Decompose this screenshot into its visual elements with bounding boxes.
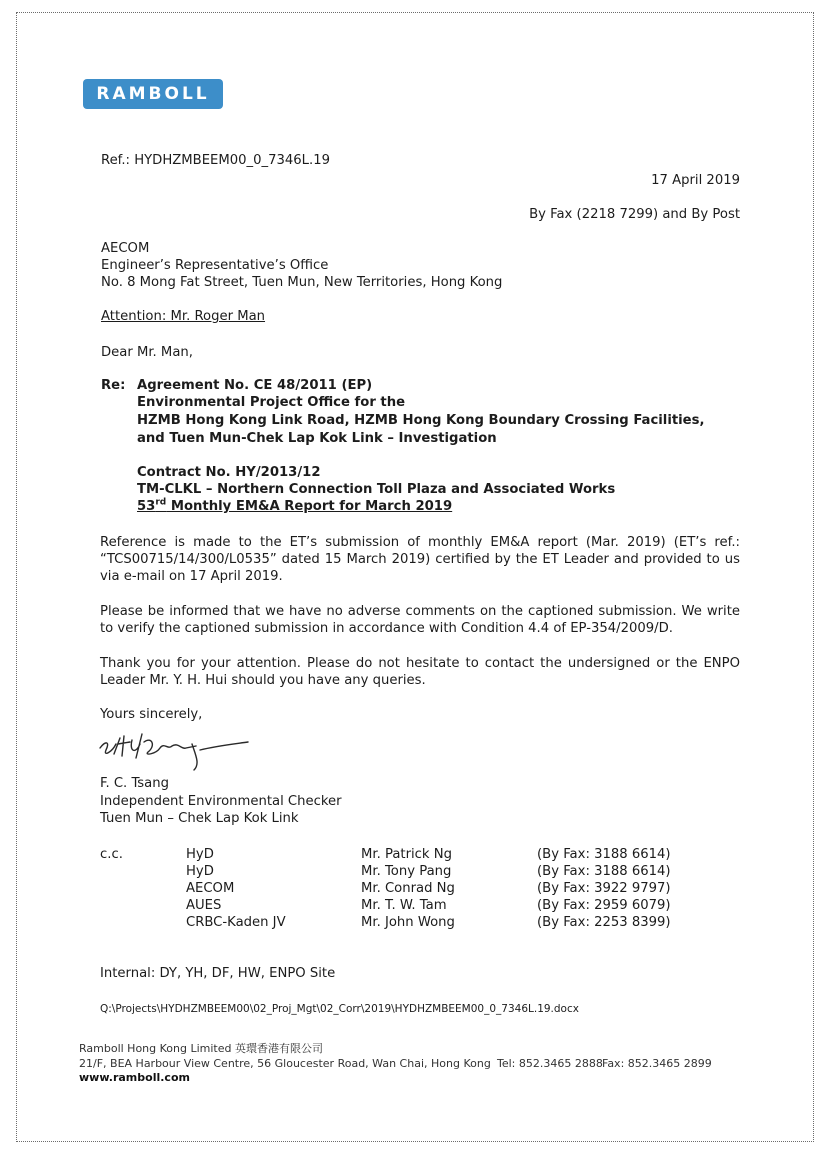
- footer-address: 21/F, BEA Harbour View Centre, 56 Gloucester Road, Wan Chai, Hong Kong: [79, 1057, 491, 1070]
- contract-line: TM-CLKL – Northern Connection Toll Plaza and Associated Works: [137, 482, 616, 497]
- cc-person: Mr. Patrick Ng: [361, 847, 452, 862]
- footer-tel: Tel: 852.3465 2888: [497, 1057, 603, 1070]
- subject-line: Environmental Project Office for the: [137, 395, 406, 410]
- cc-fax: (By Fax: 3922 9797): [537, 881, 671, 896]
- cc-fax: (By Fax: 3188 6614): [537, 847, 671, 862]
- cc-fax: (By Fax: 2959 6079): [537, 898, 671, 913]
- cc-person: Mr. Tony Pang: [361, 864, 452, 879]
- handwritten-signature: [96, 730, 256, 775]
- attention-line: Attention: Mr. Roger Man: [101, 309, 266, 324]
- recipient-address: No. 8 Mong Fat Street, Tuen Mun, New Territories, Hong Kong: [101, 275, 503, 290]
- closing: Yours sincerely,: [100, 707, 203, 722]
- body-paragraph-3: Thank you for your attention. Please do not hesitate to contact the undersigned or the ENPO Leader Mr. Y. H. Hui should you have any queries.: [100, 656, 740, 688]
- cc-org: CRBC-Kaden JV: [186, 915, 286, 930]
- report-title-rest: Monthly EM&A Report for March 2019: [166, 499, 453, 514]
- contract-line: Contract No. HY/2013/12: [137, 465, 321, 480]
- cc-org: HyD: [186, 847, 214, 862]
- file-path: Q:\Projects\HYDHZMBEEM00\02_Proj_Mgt\02_Corr\2019\HYDHZMBEEM00_0_7346L.19.docx: [100, 1003, 579, 1015]
- signatory-title: Independent Environmental Checker: [100, 794, 342, 809]
- re-label: Re:: [101, 378, 126, 393]
- reference-number: Ref.: HYDHZMBEEM00_0_7346L.19: [101, 153, 330, 168]
- cc-person: Mr. John Wong: [361, 915, 455, 930]
- body-paragraph-2: Please be informed that we have no adverse comments on the captioned submission. We write to verify the captioned submission in accordance with Condition 4.4 of EP-354/2009/D.: [100, 604, 740, 636]
- report-number: 53: [137, 499, 156, 514]
- letter-date: 17 April 2019: [651, 173, 740, 188]
- subject-line: Agreement No. CE 48/2011 (EP): [137, 378, 373, 393]
- recipient-org: AECOM: [101, 241, 150, 256]
- footer-fax: Fax: 852.3465 2899: [602, 1057, 712, 1070]
- footer-website[interactable]: www.ramboll.com: [79, 1071, 190, 1084]
- cc-org: AECOM: [186, 881, 235, 896]
- cc-fax: (By Fax: 3188 6614): [537, 864, 671, 879]
- ramboll-logo: RAMBOLL: [83, 79, 223, 109]
- recipient-office: Engineer’s Representative’s Office: [101, 258, 329, 273]
- cc-org: HyD: [186, 864, 214, 879]
- cc-person: Mr. Conrad Ng: [361, 881, 455, 896]
- subject-line: HZMB Hong Kong Link Road, HZMB Hong Kong Boundary Crossing Facilities,: [137, 413, 705, 428]
- subject-line: and Tuen Mun-Chek Lap Kok Link – Investigation: [137, 431, 497, 446]
- report-ordinal: rd: [155, 497, 167, 508]
- delivery-method: By Fax (2218 7299) and By Post: [529, 207, 740, 222]
- internal-distribution: Internal: DY, YH, DF, HW, ENPO Site: [100, 966, 336, 981]
- salutation: Dear Mr. Man,: [101, 345, 193, 360]
- cc-org: AUES: [186, 898, 222, 913]
- cc-fax: (By Fax: 2253 8399): [537, 915, 671, 930]
- footer-company: Ramboll Hong Kong Limited 英環香港有限公司: [79, 1042, 323, 1055]
- cc-person: Mr. T. W. Tam: [361, 898, 447, 913]
- body-paragraph-1: Reference is made to the ET’s submission of monthly EM&A report (Mar. 2019) (ET’s ref.: “TCS00715/14/300/L0535” dated 15 March 2019) certified by the ET Leader and provided to us via e-mail on 17 April 2019.: [100, 535, 740, 584]
- signatory-name: F. C. Tsang: [100, 776, 169, 791]
- cc-label: c.c.: [100, 847, 123, 862]
- signatory-project: Tuen Mun – Chek Lap Kok Link: [100, 811, 299, 826]
- report-title: [137, 498, 452, 515]
